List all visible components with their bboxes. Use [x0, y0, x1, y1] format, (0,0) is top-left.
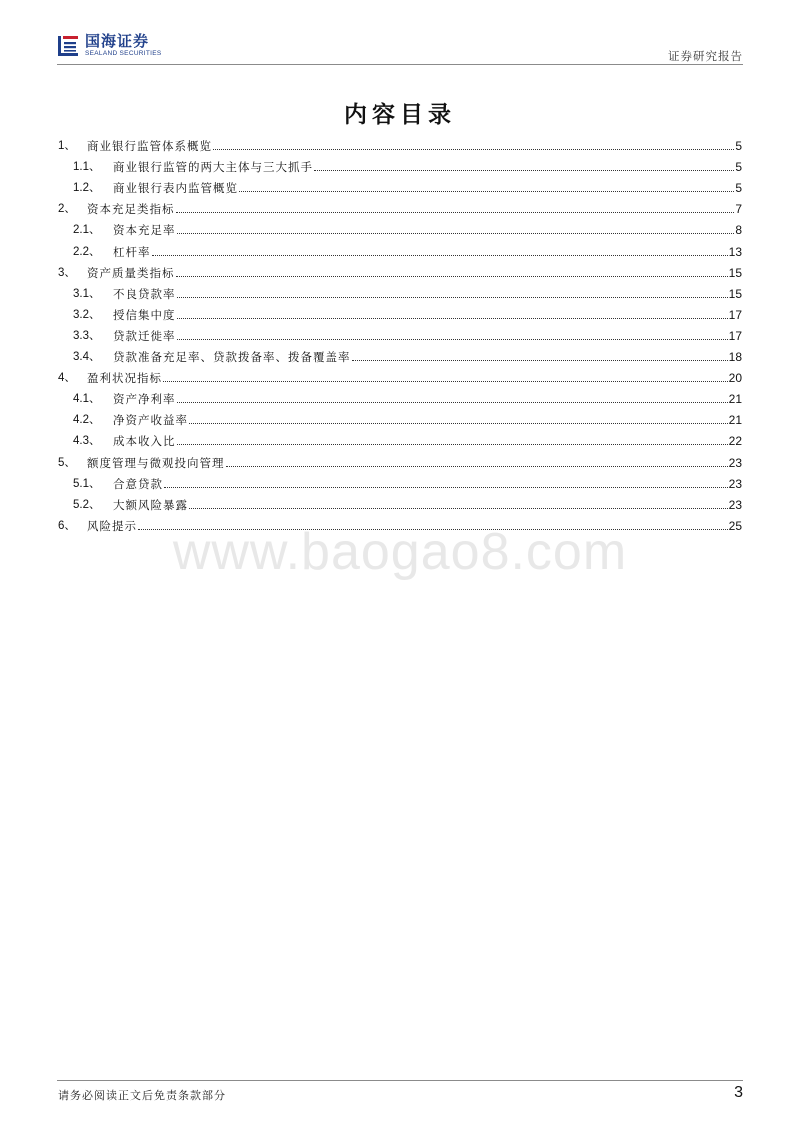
toc-entry[interactable] — [58, 174, 742, 195]
toc-entry-number: 3.3、 — [73, 329, 101, 342]
toc-dot-leader — [176, 276, 728, 277]
toc-entry-number: 3.4、 — [73, 351, 101, 364]
toc-entry[interactable] — [58, 448, 742, 469]
toc-entry-page: 8 — [735, 223, 742, 238]
toc-entry-label: 资本充足率 — [113, 223, 176, 238]
toc-entry-page: 21 — [728, 413, 742, 428]
toc-entry-label: 净资产收益率 — [113, 413, 188, 428]
toc-entry-number: 3.1、 — [73, 287, 101, 300]
toc-entry-page: 5 — [735, 139, 742, 154]
toc-entry[interactable] — [58, 470, 742, 491]
toc-entry-label: 资本充足类指标 — [87, 202, 175, 217]
toc-entry-label: 贷款迁徙率 — [113, 328, 176, 343]
toc-entry[interactable] — [58, 427, 742, 448]
toc-entry[interactable] — [58, 491, 742, 512]
toc-dot-leader — [152, 255, 728, 256]
toc-dot-leader — [213, 149, 734, 150]
toc-entry-label: 商业银行监管体系概览 — [87, 139, 212, 154]
watermark: www.baogao8.com — [172, 523, 628, 581]
footer-disclaimer: 请务必阅读正文后免责条款部分 — [58, 1089, 226, 1102]
toc-entry[interactable] — [58, 237, 742, 258]
toc-entry-page: 21 — [728, 392, 742, 407]
toc-entry-page: 25 — [728, 518, 742, 533]
toc-entry-page: 23 — [728, 497, 742, 512]
toc-entry-number: 2.1、 — [73, 224, 101, 237]
toc-entry[interactable] — [58, 132, 742, 153]
page-number: 3 — [734, 1084, 743, 1101]
sealand-logo-icon — [57, 34, 79, 58]
toc-entry-page: 20 — [728, 371, 742, 386]
toc-dot-leader — [163, 381, 728, 382]
toc-entry[interactable] — [58, 343, 742, 364]
toc-dot-leader — [177, 233, 735, 234]
toc-entry-number: 5、 — [58, 456, 76, 469]
toc-dot-leader — [177, 402, 728, 403]
toc-entry-page: 23 — [728, 476, 742, 491]
toc-entry-page: 13 — [728, 244, 742, 259]
toc-dot-leader — [177, 444, 728, 445]
toc-entry-label: 成本收入比 — [113, 434, 176, 449]
toc-entry-number: 6、 — [58, 519, 76, 532]
toc-dot-leader — [239, 191, 734, 192]
toc-entry-number: 5.1、 — [73, 477, 101, 490]
toc-entry-page: 15 — [728, 265, 742, 280]
toc-dot-leader — [177, 339, 728, 340]
toc-dot-leader — [189, 423, 728, 424]
toc-entry-page: 7 — [735, 202, 742, 217]
toc-entry-number: 1.1、 — [73, 161, 101, 174]
toc-entry[interactable] — [58, 364, 742, 385]
toc-entry-number: 2.2、 — [73, 245, 101, 258]
toc-entry-label: 杠杆率 — [113, 244, 151, 259]
toc-entry-page: 22 — [728, 434, 742, 449]
toc-entry-number: 3.2、 — [73, 308, 101, 321]
toc-entry-number: 5.2、 — [73, 498, 101, 511]
toc-dot-leader — [177, 297, 728, 298]
toc-entry-label: 大额风险暴露 — [113, 497, 188, 512]
footer-divider — [57, 1080, 743, 1081]
logo-name-cn: 国海证券 — [85, 32, 150, 51]
page-header — [57, 32, 743, 64]
toc-entry-page: 5 — [735, 160, 742, 175]
toc-dot-leader — [314, 170, 734, 171]
toc-entry[interactable] — [58, 195, 742, 216]
toc-entry[interactable] — [58, 153, 742, 174]
toc-entry-label: 贷款准备充足率、贷款拨备率、拨备覆盖率 — [113, 350, 351, 365]
toc-entry[interactable] — [58, 322, 742, 343]
toc-entry-page: 18 — [728, 350, 742, 365]
toc-entry-number: 4、 — [58, 372, 76, 385]
toc-entry-label: 资产质量类指标 — [87, 265, 175, 280]
toc-entry-label: 授信集中度 — [113, 307, 176, 322]
toc-dot-leader — [164, 487, 728, 488]
toc-entry[interactable] — [58, 385, 742, 406]
header-divider — [57, 64, 743, 65]
toc-entry-page: 17 — [728, 328, 742, 343]
toc-entry-number: 3、 — [58, 266, 76, 279]
toc-entry-label: 商业银行表内监管概览 — [113, 181, 238, 196]
toc-entry-label: 额度管理与微观投向管理 — [87, 455, 225, 470]
toc-dot-leader — [189, 508, 728, 509]
toc-entry[interactable] — [58, 259, 742, 280]
toc-entry-number: 4.2、 — [73, 414, 101, 427]
toc-entry-label: 商业银行监管的两大主体与三大抓手 — [113, 160, 313, 175]
toc-entry-label: 资产净利率 — [113, 392, 176, 407]
toc-entry-page: 17 — [728, 307, 742, 322]
logo-name-en: SEALAND SECURITIES — [85, 50, 162, 58]
toc-entry[interactable] — [58, 406, 742, 427]
toc-entry-page: 23 — [728, 455, 742, 470]
toc-entry-page: 15 — [728, 286, 742, 301]
table-of-contents — [58, 132, 742, 533]
toc-entry-number: 1、 — [58, 140, 76, 153]
company-logo — [57, 34, 162, 58]
toc-entry-page: 5 — [735, 181, 742, 196]
toc-dot-leader — [352, 360, 728, 361]
toc-entry-number: 1.2、 — [73, 182, 101, 195]
toc-title: 内容目录 — [344, 102, 456, 128]
toc-entry-number: 4.3、 — [73, 435, 101, 448]
toc-dot-leader — [177, 318, 728, 319]
toc-entry-label: 盈利状况指标 — [87, 371, 162, 386]
toc-entry-label: 风险提示 — [87, 518, 137, 533]
toc-entry-number: 4.1、 — [73, 393, 101, 406]
toc-entry-label: 不良贷款率 — [113, 286, 176, 301]
toc-entry-label: 合意贷款 — [113, 476, 163, 491]
toc-entry[interactable] — [58, 280, 742, 301]
toc-entry-number: 2、 — [58, 203, 76, 216]
toc-entry[interactable] — [58, 301, 742, 322]
toc-entry[interactable] — [58, 216, 742, 237]
report-type-label: 证券研究报告 — [668, 49, 743, 63]
toc-dot-leader — [176, 212, 735, 213]
toc-dot-leader — [226, 466, 728, 467]
